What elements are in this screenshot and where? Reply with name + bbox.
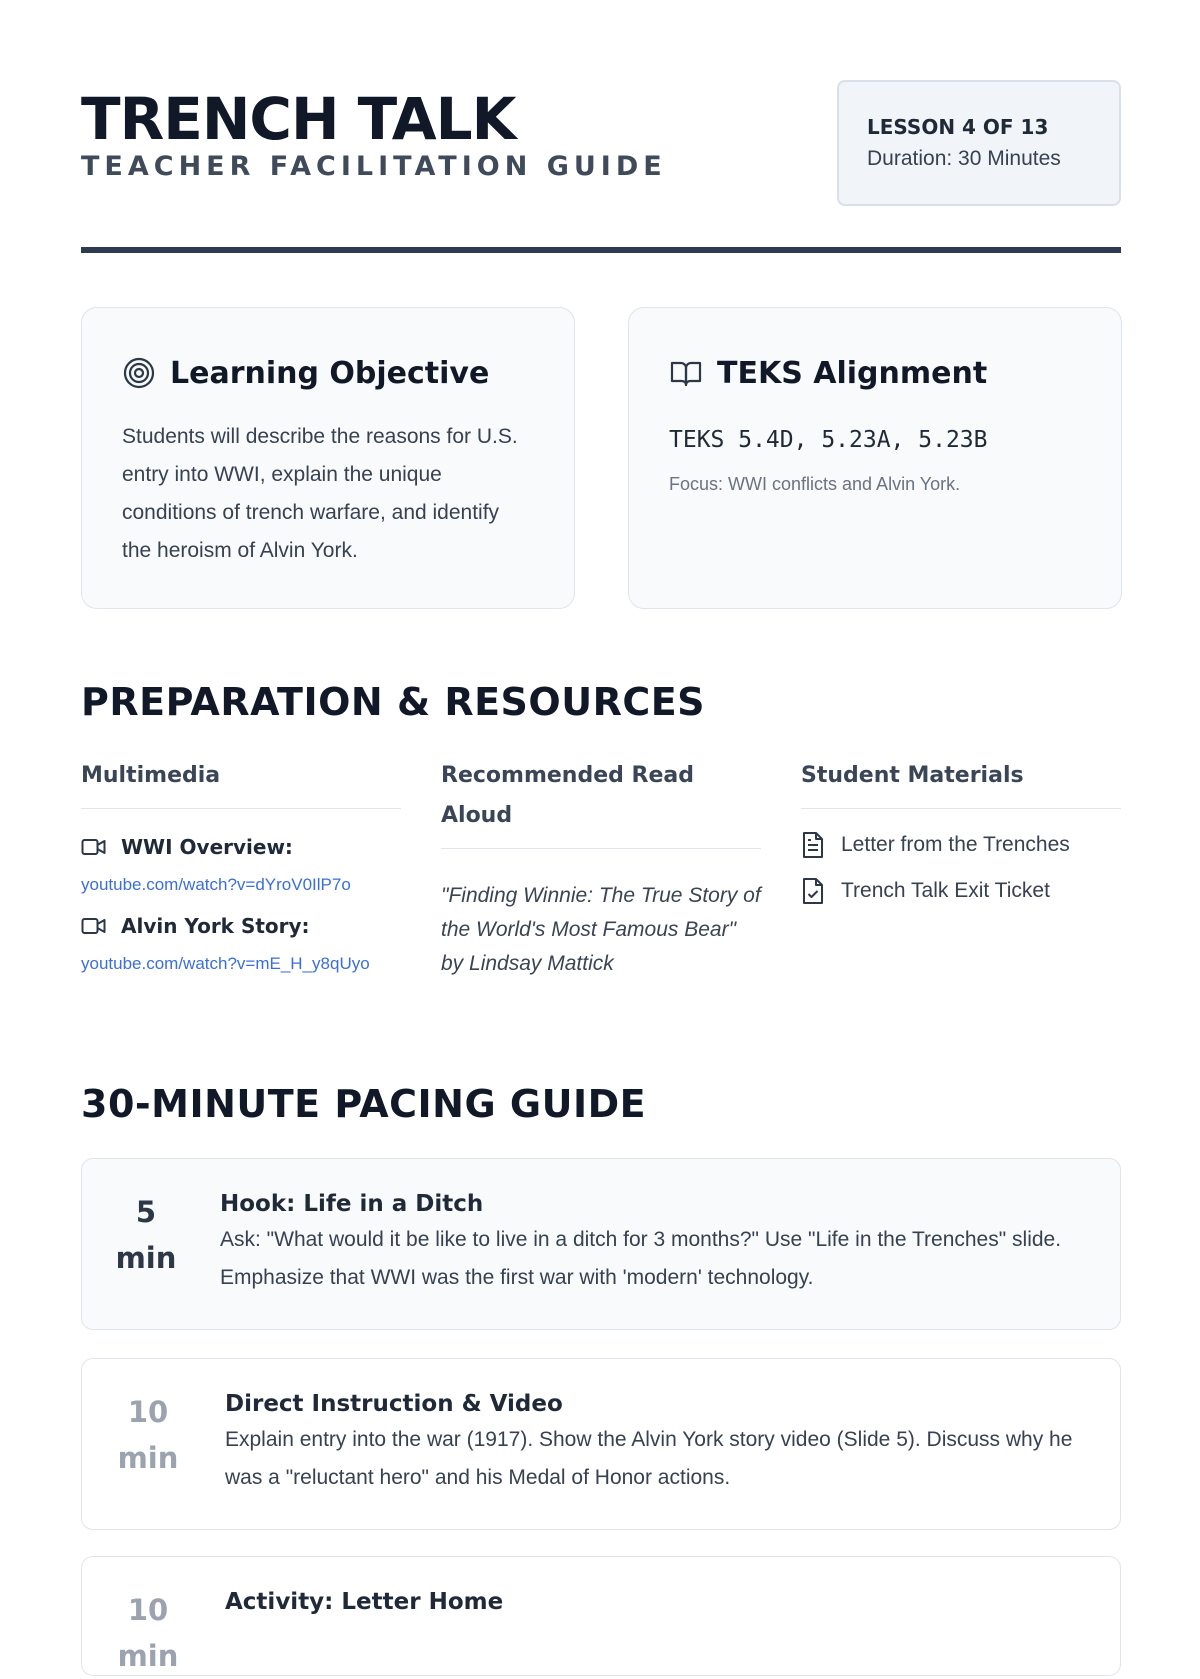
pacing-step-description: Explain entry into the war (1917). Show the Alvin York story video (Slide 5). Discuss why he was a "reluctant hero" and his Medal of Honor actions. (225, 1428, 1073, 1489)
preparation-heading: PREPARATION & RESOURCES (81, 680, 706, 724)
page-subtitle: TEACHER FACILITATION GUIDE (81, 151, 667, 182)
pacing-step-time (108, 1389, 188, 1481)
open-book-icon (669, 356, 703, 390)
wwi-overview-link[interactable]: youtube.com/watch?v=dYroV0IlP7o (81, 875, 351, 894)
pacing-step (81, 1358, 1121, 1530)
alvin-york-link[interactable]: youtube.com/watch?v=mE_H_y8qUyo (81, 954, 370, 973)
video-camera-icon (81, 838, 107, 856)
pacing-step-time (106, 1189, 186, 1281)
multimedia-item (81, 912, 401, 977)
document-icon (801, 831, 825, 859)
read-aloud-book: "Finding Winnie: The True Story of the World's Most Famous Bear" by Lindsay Mattick (441, 884, 761, 975)
pacing-heading: 30-MINUTE PACING GUIDE (81, 1082, 647, 1126)
multimedia-title: Multimedia (81, 756, 401, 809)
pacing-step-minutes: 5 (135, 1195, 157, 1229)
lesson-number: LESSON 4 OF 13 (867, 115, 1049, 139)
pacing-step-minutes: 10 (127, 1395, 169, 1429)
teks-codes: TEKS 5.4D, 5.23A, 5.23B (669, 427, 988, 453)
learning-objective-title: Learning Objective (170, 355, 490, 391)
material-item (801, 831, 1121, 859)
page-header (81, 80, 1121, 210)
pacing-step-title: Direct Instruction & Video (225, 1391, 563, 1417)
multimedia-item (81, 833, 401, 898)
teks-focus: Focus: WWI conflicts and Alvin York. (669, 474, 961, 494)
page-title: TRENCH TALK (81, 85, 516, 153)
video-camera-icon (81, 917, 107, 935)
pacing-step-title: Hook: Life in a Ditch (220, 1191, 484, 1217)
multimedia-label: WWI Overview: (121, 835, 293, 859)
pacing-step-description: Ask: "What would it be like to live in a ditch for 3 months?" Use "Life in the Trenches" slide. Emphasize that WWI was the first war with 'modern' technology. (220, 1228, 1062, 1289)
lesson-duration: Duration: 30 Minutes (867, 147, 1061, 170)
pacing-step-unit: min (115, 1241, 177, 1275)
pacing-step-unit: min (117, 1441, 179, 1475)
material-label: Trench Talk Exit Ticket (841, 879, 1050, 902)
learning-objective-card (81, 307, 575, 609)
pacing-step-unit: min (117, 1639, 179, 1673)
teks-alignment-title: TEKS Alignment (717, 355, 988, 391)
read-aloud-column (441, 756, 761, 981)
multimedia-column (81, 756, 401, 977)
read-aloud-title: Recommended Read Aloud (441, 756, 761, 849)
lesson-info-box (837, 80, 1121, 206)
pacing-step (81, 1556, 1121, 1676)
pacing-step-minutes: 10 (127, 1593, 169, 1627)
multimedia-label: Alvin York Story: (121, 914, 310, 938)
material-item (801, 877, 1121, 905)
student-materials-column (801, 756, 1121, 905)
target-icon (122, 356, 156, 390)
document-check-icon (801, 877, 825, 905)
student-materials-title: Student Materials (801, 756, 1121, 809)
teks-alignment-card (628, 307, 1122, 609)
learning-objective-text: Students will describe the reasons for U.S. entry into WWI, explain the unique conditions of trench warfare, and identify the heroism of Alvin York. (122, 425, 518, 562)
pacing-step (81, 1158, 1121, 1330)
pacing-step-time (108, 1587, 188, 1679)
material-label: Letter from the Trenches (841, 833, 1070, 856)
header-divider (81, 247, 1121, 253)
pacing-step-title: Activity: Letter Home (225, 1589, 504, 1615)
